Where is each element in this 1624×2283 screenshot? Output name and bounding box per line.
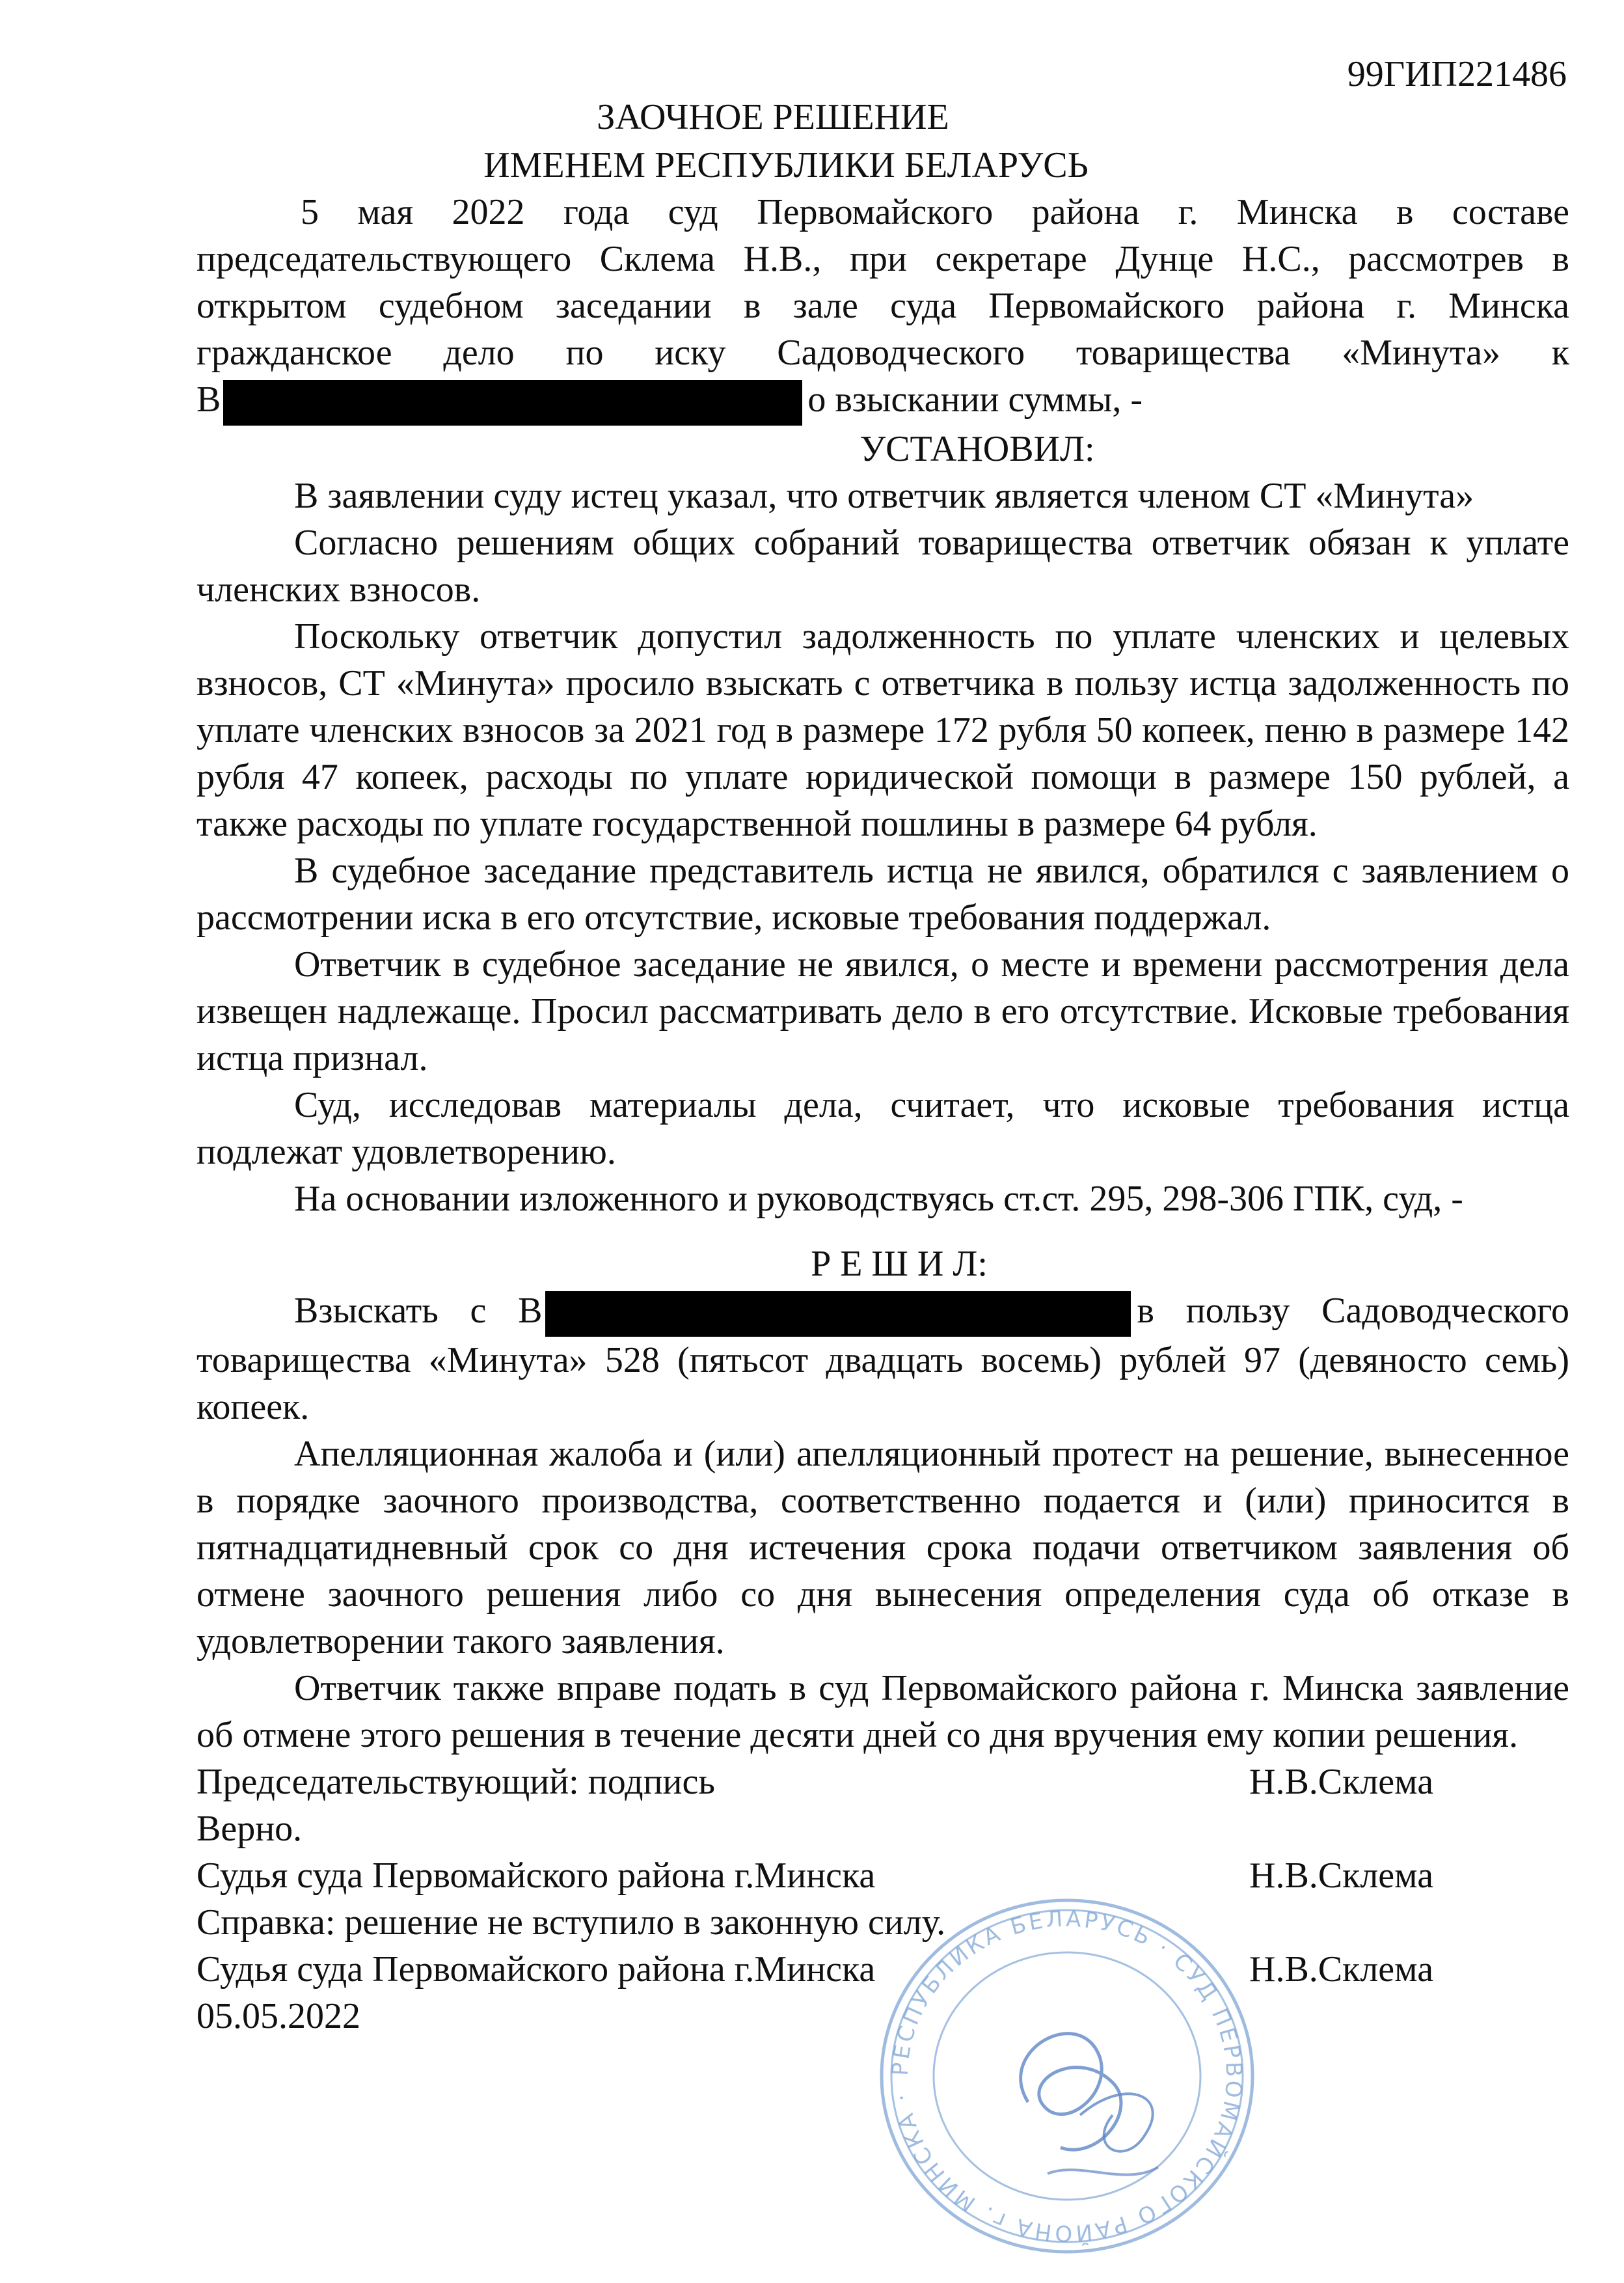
signature-row-presiding xyxy=(196,1758,1569,1805)
intro-paragraph xyxy=(196,189,1569,426)
paragraph-plaintiff-absence: В судебное заседание представитель истца не явился, обратился с заявлением о рассмотрении иска в его отсутствие, исковые требования поддержал. xyxy=(196,851,1569,938)
true-copy-row xyxy=(196,1805,1569,1852)
paragraph-legal-basis: На основании изложенного и руководствуясь ст.ст. 295, 298-306 ГПК, суд, - xyxy=(294,1179,1463,1220)
intro-line: открытом судебном заседании в зале суда Первомайского района г. Минска xyxy=(196,286,1569,326)
paragraph-claim: В заявлении суду истец указал, что ответчик является членом СТ «Минута» xyxy=(294,476,1474,517)
true-copy-label: Верно. xyxy=(196,1809,303,1850)
intro-line: гражданское дело по иску Садоводческого товарищества «Минута» к xyxy=(196,333,1569,373)
paragraph-debt: Поскольку ответчик допустил задолженность по уплате членских и целевых взносов, СТ «Минута» просило взыскать с ответчика в пользу истца задолженность по уплате членских взносов за 2021 год в размере 172 рубля 50 копеек, пеню в размере 142 рубля 47 копеек, расходы по уплате юридической помощи в размере 150 рублей, а также расходы по уплате государственной пошлины в размере 64 рубля. xyxy=(196,616,1569,845)
paragraph-defendant-absence: Ответчик в судебное заседание не явился, о месте и времени рассмотрения дела извещен надлежаще. Просил рассматривать дело в его отсутствие. Исковые требования истца признал. xyxy=(196,944,1569,1079)
legal-force-note: Справка: решение не вступило в законную силу. xyxy=(196,1902,946,1943)
svg-text:РЕСПУБЛИКА БЕЛАРУСЬ · СУД ПЕРВ: РЕСПУБЛИКА БЕЛАРУСЬ · СУД ПЕРВОМАЙСКОГО РАЙОНА г. МИНСКА · xyxy=(887,1906,1247,2247)
redacted-defendant-name xyxy=(223,380,802,426)
redacted-defendant-name-2 xyxy=(545,1291,1131,1337)
intro-suffix: о взыскании суммы, - xyxy=(807,379,1143,420)
judge-title-2: Судья суда Первомайского района г.Минска xyxy=(196,1949,876,1990)
defendant-initial: В xyxy=(196,379,221,420)
intro-line-defendant xyxy=(196,376,1569,426)
document-title: ЗАОЧНОЕ РЕШЕНИЕ xyxy=(597,97,949,137)
paragraph-cancel-right: Ответчик также вправе подать в суд Первомайского района г. Минска заявление об отмене этого решения в течение десяти дней со дня вручения ему копии решения. xyxy=(196,1668,1569,1756)
presiding-name: Н.В.Склема xyxy=(1249,1762,1434,1803)
paragraph-court-opinion: Суд, исследовав материалы дела, считает, что исковые требования истца подлежат удовлетворению. xyxy=(196,1085,1569,1173)
judge-title-1: Судья суда Первомайского района г.Минска xyxy=(196,1855,876,1896)
document-subtitle: ИМЕНЕМ РЕСПУБЛИКИ БЕЛАРУСЬ xyxy=(483,145,1089,185)
intro-line: 5 мая 2022 года суд Первомайского района г. Минска в составе xyxy=(301,192,1569,232)
paragraph-appeal: Апелляционная жалоба и (или) апелляционный протест на решение, вынесенное в порядке заочного производства, соответственно подается и (или) приносится в пятнадцатидневный срок со дня истечения срока подачи ответчиком заявления об отмене заочного решения либо со дня вынесения определения суда об отказе в удовлетворении такого заявления. xyxy=(196,1434,1569,1662)
paragraph-decision xyxy=(196,1287,1569,1430)
intro-line: председательствующего Склема Н.В., при секретаре Дунце Н.С., рассмотрев в xyxy=(196,239,1569,279)
paragraph-obligation: Согласно решениям общих собраний товарищества ответчик обязан к уплате членских взносов. xyxy=(196,523,1569,610)
court-seal-stamp xyxy=(865,1887,1269,2265)
decision-prefix: Взыскать с В xyxy=(294,1291,543,1332)
judge-name-1: Н.В.Склема xyxy=(1249,1855,1434,1896)
established-heading: УСТАНОВИЛ: xyxy=(859,429,1095,470)
decision-suffix: в пользу Садоводческого товарищества «Минута» 528 (пятьсот двадцать восемь) рублей 97 (девяносто семь) копеек. xyxy=(196,1291,1569,1428)
document-body xyxy=(196,189,1569,2040)
decided-heading: Р Е Ш И Л: xyxy=(811,1244,988,1285)
presiding-label: Председательствующий: подпись xyxy=(196,1762,715,1803)
judge-name-2: Н.В.Склема xyxy=(1249,1949,1434,1990)
decision-date: 05.05.2022 xyxy=(196,1996,360,2037)
case-number: 99ГИП221486 xyxy=(1347,54,1567,94)
